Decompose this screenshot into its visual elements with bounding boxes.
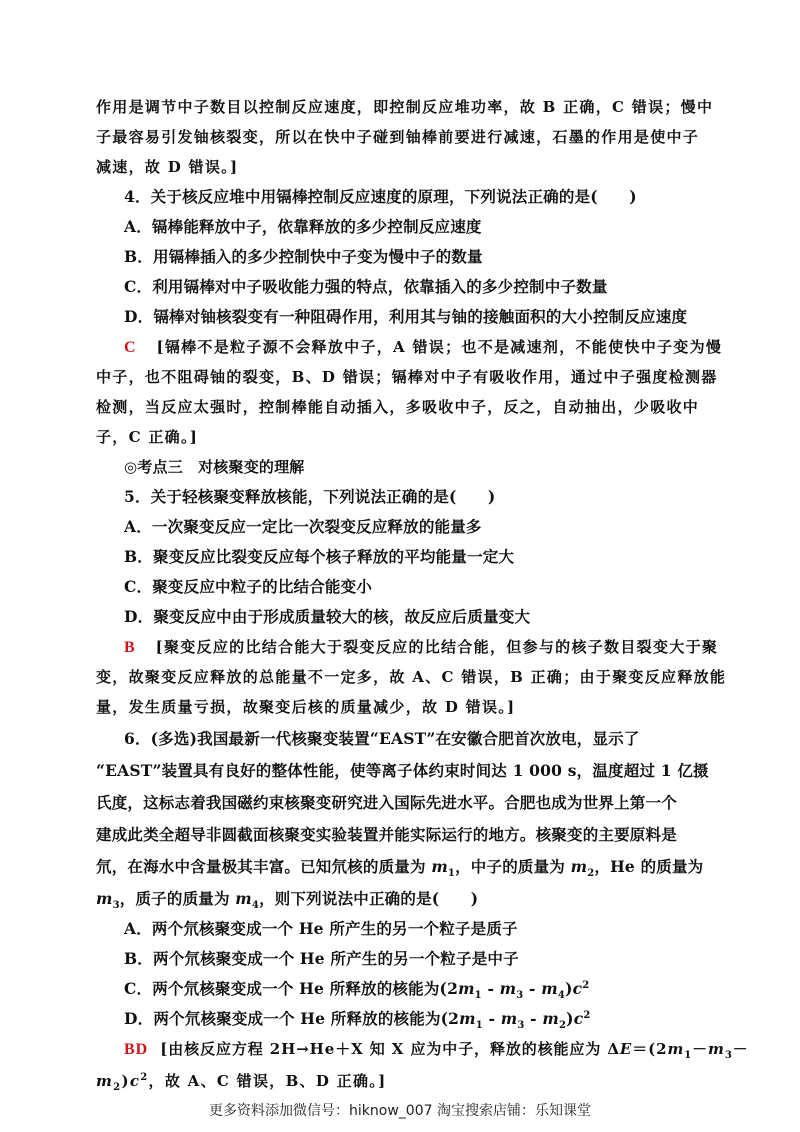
question-6-option-d: D．两个氘核聚变成一个 He 所释放的核能为$(2m_1 - m_3 - m_2)c^2$ [124,1009,591,1032]
question-6-stem-line: 氘，在海水中含量极其丰富。已知氘核的质量为 $m_1$，中子的质量为 $m_2$，He 的质量为 [96,857,704,880]
question-5-answer: B [124,639,136,656]
analysis-line: 作用是调节中子数目以控制反应速度，即控制反应堆功率，故 B 正确，C 错误；慢中 [96,98,714,116]
question-5-option-c: C．聚变反应中粒子的比结合能变小 [124,577,373,596]
question-4-stem: 4．关于核反应堆中用镉棒控制反应速度的原理，下列说法正确的是( ) [124,187,637,206]
analysis-line: 变，故聚变反应释放的总能量不一定多，故 A、C 错误，B 正确；由于聚变反应释放能 [96,668,727,686]
question-5-option-a: A．一次聚变反应一定比一次裂变反应释放的能量多 [124,517,482,536]
question-4-answer: C [124,339,137,356]
question-5-answer-line [124,632,718,663]
question-6-stem-line: 6．(多选)我国最新一代核聚变装置“EAST”在安徽合肥首次放电，显示了 [124,729,640,748]
analysis-line: 子最容易引发铀核裂变，所以在快中子碰到铀棒前要进行减速，石墨的作用是使中子 [96,128,700,146]
question-6-option-a: A．两个氘核聚变成一个 He 所产生的另一个粒子是质子 [124,919,518,938]
analysis-line: 减速，故 D 错误。] [96,158,239,176]
question-6-answer: BD [124,1041,149,1058]
analysis-line: [聚变反应的比结合能大于裂变反应的比结合能，但参与的核子数目裂变大于聚 [155,638,719,656]
question-6-option-b: B．两个氘核聚变成一个 He 所产生的另一个粒子是中子 [124,949,519,968]
question-6-answer-line: BD [由核反应方程 2H→He＋X 知 X 应为中子，释放的核能应为 $\Delta E=(2m_1-m_3-$ [124,1040,749,1061]
analysis-line: $m_2)c^2$，故 A、C 错误，B、D 正确。] [96,1072,387,1093]
question-5-option-d: D．聚变反应中由于形成质量较大的核，故反应后质量变大 [124,607,531,626]
analysis-line: 量，发生质量亏损，故聚变后核的质量减少，故 D 错误。] [96,698,516,716]
question-4-option-d: D．镉棒对铀核裂变有一种阻碍作用，利用其与铀的接触面积的大小控制反应速度 [124,307,688,326]
analysis-line: 检测，当反应太强时，控制棒能自动插入，多吸收中子，反之，自动抽出，少吸收中 [96,398,700,416]
question-6-stem-line: 氏度，这标志着我国磁约束核聚变研究进入国际先进水平。合肥也成为世界上第一个 [96,793,677,812]
question-4-option-c: C．利用镉棒对中子吸收能力强的特点，依靠插入的多少控制中子数量 [124,277,608,296]
question-6-stem-line: “EAST”装置具有良好的整体性能，使等离子体约束时间达 1 000 s，温度超过 1 亿摄 [96,761,709,780]
question-4-option-a: A．镉棒能释放中子，依靠释放的多少控制反应速度 [124,217,482,236]
footer-note: 更多资料添加微信号：hiknow_007 淘宝搜索店铺：乐知课堂 [209,1103,591,1119]
question-6-stem-line: 建成此类全超导非圆截面核聚变实验装置并能实际运行的地方。核聚变的主要原料是 [96,825,677,844]
analysis-line: 子，C 正确。] [96,428,199,446]
question-4-option-b: B．用镉棒插入的多少控制快中子变为慢中子的数量 [124,247,483,266]
question-6-stem-line: $m_3$，质子的质量为 $m_4$，则下列说法中正确的是( ) [96,889,479,912]
question-5-option-b: B．聚变反应比裂变反应每个核子释放的平均能量一定大 [124,547,515,566]
question-5-stem: 5．关于轻核聚变释放核能，下列说法正确的是( ) [124,487,496,506]
question-4-answer-line [124,332,722,363]
question-6-option-c: C．两个氘核聚变成一个 He 所释放的核能为$(2m_1 - m_3 - m_4)c^2$ [124,979,590,1002]
analysis-line: [镉棒不是粒子源不会释放中子，A 错误；也不是减速剂，不能使快中子变为慢 [156,338,723,356]
analysis-line: 中子，也不阻碍铀的裂变，B、D 错误；镉棒对中子有吸收作用，通过中子强度检测器 [96,368,718,386]
section-heading: ◎考点三 对核聚变的理解 [124,458,305,476]
